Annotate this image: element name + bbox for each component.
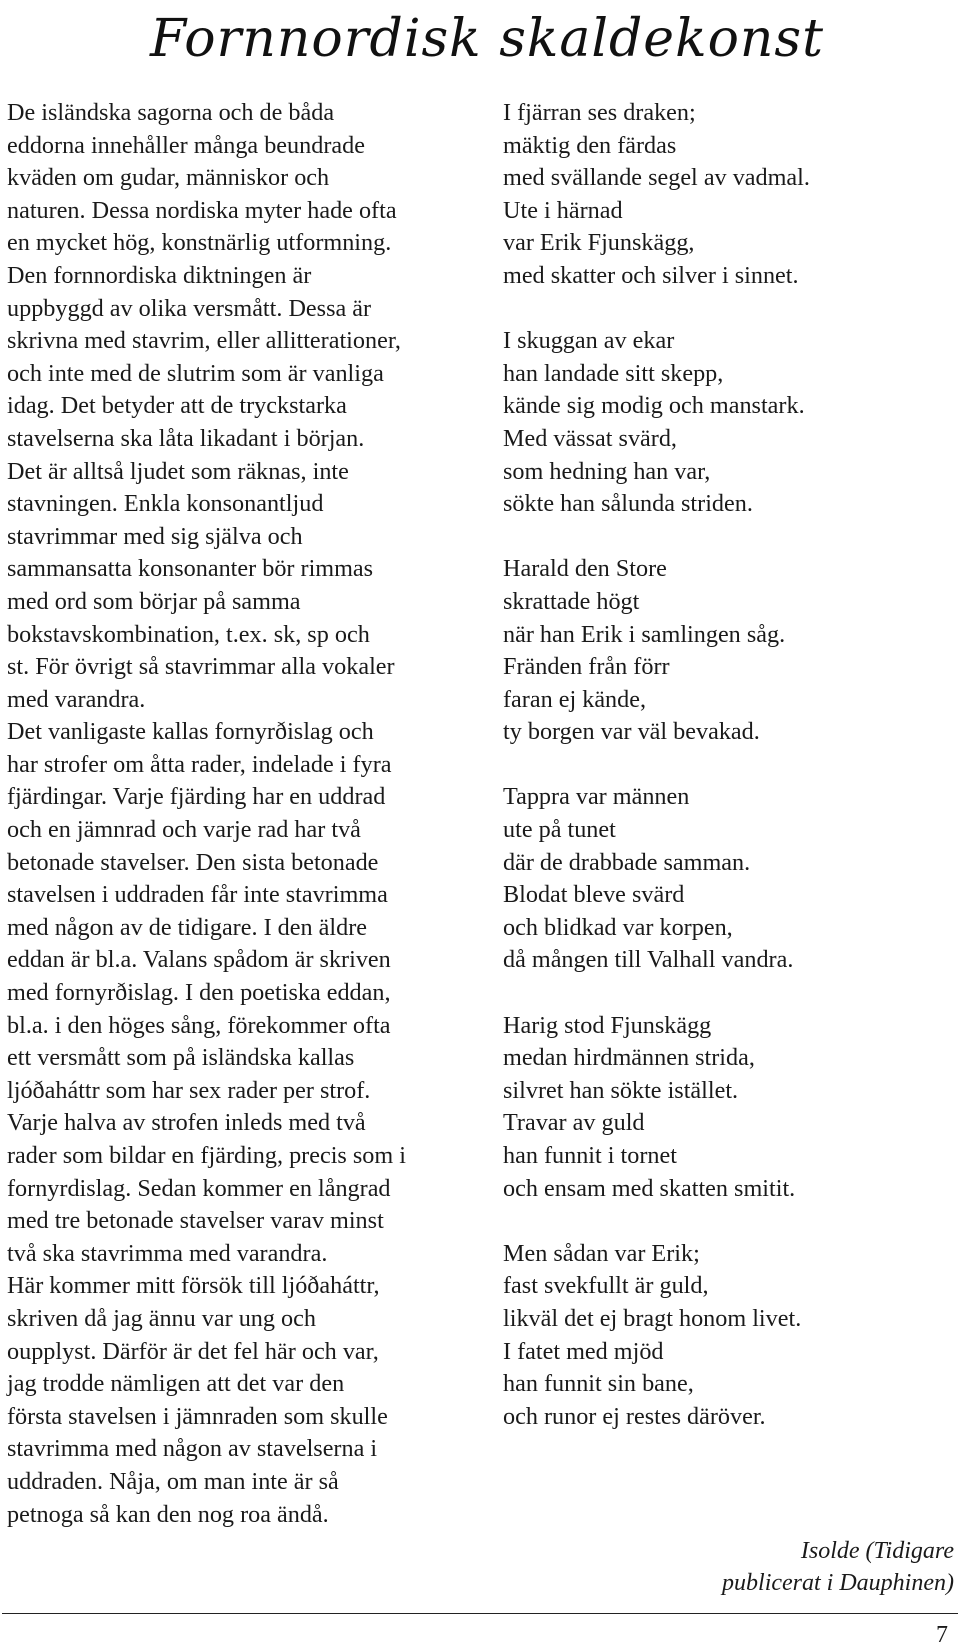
essay-line: stavningen. Enkla konsonantljud <box>7 490 324 518</box>
poem-stanza <box>503 781 953 977</box>
poem-verse: som hedning han var, <box>503 457 711 485</box>
essay-line: bokstavskombination, t.ex. sk, sp och <box>7 620 370 648</box>
essay-line: har strofer om åtta rader, indelade i fyra <box>7 750 392 778</box>
poem-verse: silvret han sökte istället. <box>503 1076 739 1104</box>
poem-stanza <box>503 325 953 521</box>
essay-line: skrivna med stavrim, eller allitterationer, <box>7 327 401 355</box>
poem-verse: fast svekfullt är guld, <box>503 1272 709 1300</box>
poem-verse: Tappra var männen <box>503 783 690 811</box>
poem-verse: Fränden från förr <box>503 653 670 681</box>
poem-verse: likväl det ej bragt honom livet. <box>503 1304 802 1332</box>
poem-verse: med skatter och silver i sinnet. <box>503 261 799 289</box>
poem-verse: ute på tunet <box>503 816 616 844</box>
essay-line: fornyrdislag. Sedan kommer en långrad <box>7 1174 391 1202</box>
poem-verse: Men sådan var Erik; <box>503 1239 700 1267</box>
poem-verse: faran ej kände, <box>503 685 647 713</box>
signature-line-2: publicerat i Dauphinen) <box>722 1570 954 1596</box>
essay-line: uppbyggd av olika versmått. Dessa är <box>7 294 372 322</box>
poem-verse: medan hirdmännen strida, <box>503 1044 755 1072</box>
poem-verse: Ute i härnad <box>503 196 623 224</box>
essay-line: Det vanligaste kallas fornyrðislag och <box>7 718 374 746</box>
essay-column <box>7 97 467 1531</box>
poem-verse: han landade sitt skepp, <box>503 359 724 387</box>
essay-line: betonade stavelser. Den sista betonade <box>7 848 379 876</box>
essay-line: Här kommer mitt försök till ljóðaháttr, <box>7 1272 380 1300</box>
essay-line: ett versmått som på isländska kallas <box>7 1044 355 1072</box>
essay-line: ljóðaháttr som har sex rader per strof. <box>7 1076 371 1104</box>
essay-line: kväden om gudar, människor och <box>7 164 330 192</box>
essay-line: uddraden. Nåja, om man inte är så <box>7 1467 339 1495</box>
essay-line: med ord som börjar på samma <box>7 587 301 615</box>
poem-stanza <box>503 1010 953 1206</box>
poem-verse: han funnit i tornet <box>503 1142 677 1169</box>
essay-line: petnoga så kan den nog roa ändå. <box>7 1500 329 1528</box>
essay-line: De isländska sagorna och de båda <box>7 99 335 126</box>
essay-line: och en jämnrad och varje rad har två <box>7 816 361 844</box>
essay-line: två ska stavrimma med varandra. <box>7 1239 328 1267</box>
footer-divider <box>2 1613 958 1614</box>
essay-line: Den fornnordiska diktningen är <box>7 261 312 289</box>
poem-verse: Med vässat svärd, <box>503 424 677 452</box>
essay-line: idag. Det betyder att de tryckstarka <box>7 392 347 420</box>
poem-stanza <box>503 553 953 749</box>
signature-line-1: Isolde (Tidigare <box>800 1538 954 1564</box>
essay-line: jag trodde nämligen att det var den <box>7 1370 345 1398</box>
essay-line: naturen. Dessa nordiska myter hade ofta <box>7 196 397 224</box>
essay-line: en mycket hög, konstnärlig utformning. <box>7 229 392 257</box>
essay-line: och inte med de slutrim som är vanliga <box>7 359 384 387</box>
essay-line: bl.a. i den höges sång, förekommer ofta <box>7 1011 391 1039</box>
essay-line: skriven då jag ännu var ung och <box>7 1304 316 1332</box>
poem-verse: Harald den Store <box>503 555 667 583</box>
essay-line: oupplyst. Därför är det fel här och var, <box>7 1337 379 1365</box>
poem-column <box>503 97 953 1466</box>
poem-verse: där de drabbade samman. <box>503 848 751 876</box>
poem-verse: Harig stod Fjunskägg <box>503 1011 712 1039</box>
poem-verse: I skuggan av ekar <box>503 327 675 355</box>
poem-verse: när han Erik i samlingen såg. <box>503 620 786 648</box>
poem-verse: I fatet med mjöd <box>503 1337 664 1365</box>
poem-verse: Travar av guld <box>503 1109 645 1137</box>
author-signature <box>722 1535 954 1599</box>
essay-line: fjärdingar. Varje fjärding har en uddrad <box>7 783 386 811</box>
poem-verse: och blidkad var korpen, <box>503 913 733 941</box>
poem-verse: med svällande segel av vadmal. <box>503 164 810 192</box>
poem-verse: Blodat bleve svärd <box>503 881 685 909</box>
poem-verse: sökte han sålunda striden. <box>503 490 753 518</box>
poem-stanza <box>503 97 953 293</box>
page-number: 7 <box>936 1622 948 1648</box>
poem-verse: ty borgen var väl bevakad. <box>503 718 760 746</box>
essay-line: sammansatta konsonanter bör rimmas <box>7 555 374 583</box>
page-title: Fornnordisk skaldekonst <box>150 9 824 69</box>
essay-line: stavelsen i uddraden får inte stavrimma <box>7 881 388 909</box>
essay-line: eddan är bl.a. Valans spådom är skriven <box>7 946 391 974</box>
poem-verse: kände sig modig och manstark. <box>503 392 805 420</box>
poem-verse: skrattade högt <box>503 587 640 615</box>
poem-verse: var Erik Fjunskägg, <box>503 229 695 257</box>
poem-verse: då mången till Valhall vandra. <box>503 946 794 974</box>
essay-line: stavrimmar med sig själva och <box>7 522 303 550</box>
essay-line: eddorna innehåller många beundrade <box>7 131 365 159</box>
essay-line: stavrimma med någon av stavelserna i <box>7 1435 378 1463</box>
essay-line: första stavelsen i jämnraden som skulle <box>7 1402 388 1430</box>
essay-line: st. För övrigt så stavrimmar alla vokaler <box>7 653 395 681</box>
essay-line: med någon av de tidigare. I den äldre <box>7 913 367 941</box>
poem-verse: han funnit sin bane, <box>503 1370 694 1398</box>
poem-stanza <box>503 1238 953 1434</box>
essay-line: med tre betonade stavelser varav minst <box>7 1207 384 1235</box>
essay-line: stavelserna ska låta likadant i början. <box>7 424 365 452</box>
essay-line: rader som bildar en fjärding, precis som i <box>7 1142 406 1169</box>
essay-line: med varandra. <box>7 685 146 713</box>
essay-line: Varje halva av strofen inleds med två <box>7 1109 366 1137</box>
poem-verse: och ensam med skatten smitit. <box>503 1174 796 1202</box>
essay-line: Det är alltså ljudet som räknas, inte <box>7 457 349 485</box>
essay-line: med fornyrðislag. I den poetiska eddan, <box>7 979 391 1007</box>
poem-verse: och runor ej restes däröver. <box>503 1402 766 1430</box>
poem-verse: mäktig den färdas <box>503 131 677 159</box>
poem-verse: I fjärran ses draken; <box>503 99 696 126</box>
